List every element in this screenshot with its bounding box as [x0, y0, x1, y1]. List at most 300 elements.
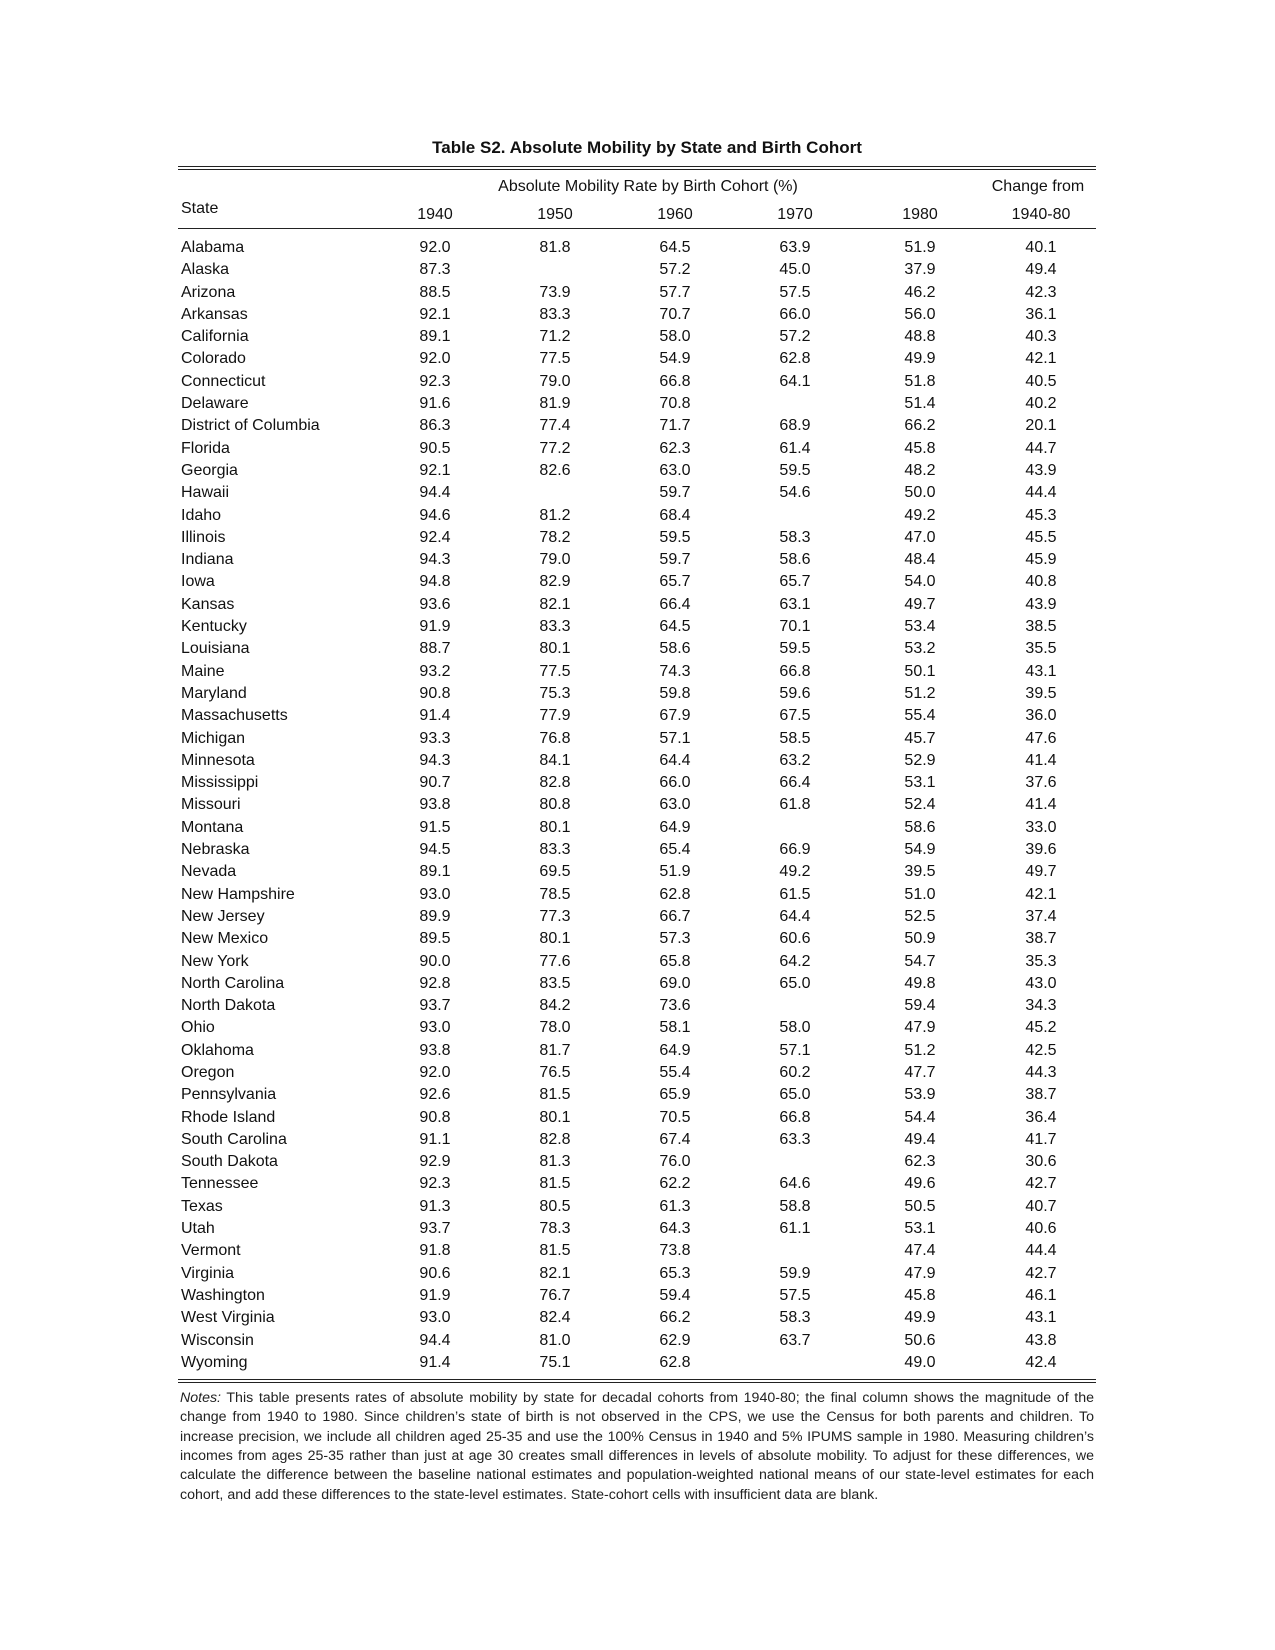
table-row: [178, 683, 1096, 705]
value-1970: 66.8: [779, 662, 811, 680]
value-1950: 81.7: [539, 1041, 571, 1059]
table-row: [178, 282, 1096, 304]
table-row: [178, 1084, 1096, 1106]
state-cell: New Mexico: [181, 930, 269, 948]
value-1950: 83.3: [539, 305, 571, 323]
value-1940: 92.0: [419, 239, 451, 256]
state-cell: Minnesota: [181, 751, 255, 769]
value-1970: 54.6: [779, 484, 811, 502]
state-cell: Utah: [181, 1220, 215, 1238]
value-change: 40.5: [1025, 372, 1057, 390]
value-1980: 53.4: [904, 618, 936, 636]
value-1940: 92.8: [419, 974, 451, 992]
value-1960: 59.4: [659, 1286, 691, 1304]
state-cell: Kentucky: [181, 618, 247, 636]
value-change: 41.7: [1025, 1130, 1057, 1148]
value-1960: 64.9: [659, 818, 691, 836]
value-change: 44.7: [1025, 439, 1057, 457]
value-1970: 65.7: [779, 573, 811, 591]
value-1960: 64.3: [659, 1220, 691, 1238]
value-1970: 63.9: [779, 239, 811, 256]
table-row: [178, 415, 1096, 437]
change-from-header: Change from: [991, 178, 1085, 195]
value-change: 41.4: [1025, 751, 1057, 769]
state-cell: Connecticut: [181, 372, 266, 390]
value-1970: 60.2: [779, 1063, 811, 1081]
table-row: [178, 571, 1096, 593]
value-1940: 92.9: [419, 1153, 451, 1171]
header-1950: 1950: [537, 206, 573, 223]
table-row: [178, 393, 1096, 415]
table-row: [178, 772, 1096, 794]
value-1950: 78.2: [539, 528, 571, 546]
value-1960: 68.4: [659, 506, 691, 524]
state-cell: Hawaii: [181, 484, 230, 502]
value-1970: 59.5: [779, 461, 811, 479]
value-1960: 66.0: [659, 774, 691, 792]
value-1960: 55.4: [659, 1063, 691, 1081]
table-row: [178, 1151, 1096, 1173]
table-row: [178, 839, 1096, 861]
value-1950: 81.5: [539, 1242, 571, 1260]
value-1950: 69.5: [539, 863, 571, 881]
value-1960: 73.8: [659, 1242, 691, 1260]
header-rule: [178, 228, 1096, 229]
state-cell: Oklahoma: [181, 1041, 254, 1059]
table-row: [178, 594, 1096, 616]
state-cell: Alabama: [181, 239, 245, 256]
value-change: 40.2: [1025, 395, 1057, 413]
table-body: [178, 237, 1096, 1374]
document-page: [178, 136, 1096, 1505]
table-row: [178, 1017, 1096, 1039]
value-1940: 94.4: [419, 484, 451, 502]
state-cell: Texas: [181, 1197, 223, 1215]
value-1970: 67.5: [779, 707, 811, 725]
value-1950: 81.5: [539, 1086, 571, 1104]
table-row: [178, 527, 1096, 549]
value-change: 47.6: [1025, 729, 1057, 747]
value-change: 43.8: [1025, 1331, 1057, 1349]
value-1960: 70.8: [659, 395, 691, 413]
value-1940: 87.3: [419, 261, 451, 279]
value-1970: 57.1: [779, 1041, 811, 1059]
table-row: [178, 237, 1096, 259]
value-change: 42.7: [1025, 1264, 1057, 1282]
bottom-double-rule: [178, 1379, 1096, 1383]
value-1980: 53.1: [904, 1220, 936, 1238]
value-change: 39.6: [1025, 841, 1057, 859]
value-change: 40.6: [1025, 1220, 1057, 1238]
value-1970: 63.3: [779, 1130, 811, 1148]
value-1960: 57.3: [659, 930, 691, 948]
value-change: 44.4: [1025, 1242, 1057, 1260]
value-1950: 82.6: [539, 461, 571, 479]
value-1980: 54.4: [904, 1108, 936, 1126]
value-1940: 92.1: [419, 461, 451, 479]
value-1950: 81.8: [539, 239, 571, 256]
state-cell: Oregon: [181, 1063, 235, 1081]
value-1980: 51.9: [904, 239, 936, 256]
value-1960: 63.0: [659, 796, 691, 814]
state-cell: Mississippi: [181, 774, 259, 792]
value-1950: 77.3: [539, 907, 571, 925]
value-1970: 58.3: [779, 528, 811, 546]
state-cell: Indiana: [181, 551, 234, 569]
value-1950: 76.8: [539, 729, 571, 747]
state-cell: Kansas: [181, 595, 235, 613]
value-change: 43.1: [1025, 1309, 1057, 1327]
value-1970: 45.0: [779, 261, 811, 279]
value-1960: 71.7: [659, 417, 691, 435]
value-1980: 52.9: [904, 751, 936, 769]
value-1940: 89.1: [419, 863, 451, 881]
value-1950: 71.2: [539, 328, 571, 346]
value-1940: 89.5: [419, 930, 451, 948]
value-1950: 84.1: [539, 751, 571, 769]
state-cell: Illinois: [181, 528, 226, 546]
state-cell: North Dakota: [181, 997, 276, 1015]
value-1980: 49.8: [904, 974, 936, 992]
value-1970: 63.1: [779, 595, 811, 613]
value-1940: 91.9: [419, 1286, 451, 1304]
value-1980: 48.8: [904, 328, 936, 346]
value-1950: 77.6: [539, 952, 571, 970]
value-1980: 49.2: [904, 506, 936, 524]
table-row: [178, 661, 1096, 683]
value-1970: 66.4: [779, 774, 811, 792]
table-row: [178, 728, 1096, 750]
value-1950: 76.5: [539, 1063, 571, 1081]
value-1960: 66.2: [659, 1309, 691, 1327]
value-1960: 58.6: [659, 640, 691, 658]
value-1940: 91.9: [419, 618, 451, 636]
value-1940: 94.8: [419, 573, 451, 591]
value-change: 43.9: [1025, 461, 1057, 479]
value-1960: 70.7: [659, 305, 691, 323]
state-cell: Idaho: [181, 506, 222, 524]
value-1980: 45.7: [904, 729, 936, 747]
value-1960: 70.5: [659, 1108, 691, 1126]
value-change: 45.2: [1025, 1019, 1057, 1037]
value-1960: 58.0: [659, 328, 691, 346]
value-1970: 64.1: [779, 372, 811, 390]
table-row: [178, 951, 1096, 973]
state-cell: Georgia: [181, 461, 238, 479]
state-cell: Massachusetts: [181, 707, 288, 725]
value-1960: 67.9: [659, 707, 691, 725]
value-1940: 93.8: [419, 796, 451, 814]
value-change: 42.7: [1025, 1175, 1057, 1193]
table-row: [178, 973, 1096, 995]
value-1980: 50.5: [904, 1197, 936, 1215]
value-1940: 91.4: [419, 707, 451, 725]
value-1970: 61.8: [779, 796, 811, 814]
value-1970: 62.8: [779, 350, 811, 368]
value-1980: 58.6: [904, 818, 936, 836]
value-1980: 54.7: [904, 952, 936, 970]
value-1940: 86.3: [419, 417, 451, 435]
value-1950: 83.3: [539, 841, 571, 859]
value-1980: 50.6: [904, 1331, 936, 1349]
value-1940: 92.0: [419, 350, 451, 368]
value-1950: 82.9: [539, 573, 571, 591]
value-1980: 56.0: [904, 305, 936, 323]
value-1970: 70.1: [779, 618, 811, 636]
value-1980: 53.1: [904, 774, 936, 792]
value-1950: 81.2: [539, 506, 571, 524]
value-1940: 90.6: [419, 1264, 451, 1282]
value-1970: 66.9: [779, 841, 811, 859]
value-1950: 83.5: [539, 974, 571, 992]
value-change: 45.3: [1025, 506, 1057, 524]
value-1940: 94.3: [419, 751, 451, 769]
value-1940: 92.3: [419, 1175, 451, 1193]
value-1980: 62.3: [904, 1153, 936, 1171]
value-1940: 91.6: [419, 395, 451, 413]
value-1980: 54.9: [904, 841, 936, 859]
table-row: [178, 1040, 1096, 1062]
value-1950: 82.4: [539, 1309, 571, 1327]
value-change: 44.4: [1025, 484, 1057, 502]
header-1970: 1970: [777, 206, 813, 223]
value-change: 30.6: [1025, 1153, 1057, 1171]
value-1950: 81.0: [539, 1331, 571, 1349]
value-1980: 54.0: [904, 573, 936, 591]
value-1950: 78.5: [539, 885, 571, 903]
state-cell: Wyoming: [181, 1353, 248, 1371]
value-1960: 64.9: [659, 1041, 691, 1059]
value-1940: 88.7: [419, 640, 451, 658]
value-1970: 57.5: [779, 283, 811, 301]
table-row: [178, 1196, 1096, 1218]
value-1960: 58.1: [659, 1019, 691, 1037]
value-1960: 73.6: [659, 997, 691, 1015]
header-change-range: 1940-80: [1011, 206, 1071, 223]
value-1960: 66.7: [659, 907, 691, 925]
state-cell: Vermont: [181, 1242, 241, 1260]
state-cell: Montana: [181, 818, 244, 836]
value-1980: 37.9: [904, 261, 936, 279]
value-1960: 76.0: [659, 1153, 691, 1171]
state-cell: Michigan: [181, 729, 246, 747]
value-1970: 58.5: [779, 729, 811, 747]
state-cell: Alaska: [181, 261, 230, 279]
value-1940: 92.3: [419, 372, 451, 390]
state-cell: Florida: [181, 439, 230, 457]
cohort-span-header: Absolute Mobility Rate by Birth Cohort (%): [498, 178, 798, 195]
value-1970: 64.2: [779, 952, 811, 970]
state-cell: North Carolina: [181, 974, 285, 992]
value-1980: 51.8: [904, 372, 936, 390]
value-1950: 77.9: [539, 707, 571, 725]
value-change: 38.5: [1025, 618, 1057, 636]
table-row: [178, 705, 1096, 727]
value-change: 38.7: [1025, 930, 1057, 948]
value-1970: 60.6: [779, 930, 811, 948]
table-row: [178, 1330, 1096, 1352]
value-change: 34.3: [1025, 997, 1057, 1015]
table-row: [178, 460, 1096, 482]
value-1940: 93.7: [419, 1220, 451, 1238]
table-row: [178, 1107, 1096, 1129]
state-header: State: [181, 200, 219, 217]
value-1980: 50.1: [904, 662, 936, 680]
value-change: 38.7: [1025, 1086, 1057, 1104]
table-row: [178, 438, 1096, 460]
value-1960: 62.8: [659, 1353, 691, 1371]
value-1940: 92.6: [419, 1086, 451, 1104]
value-1940: 89.1: [419, 328, 451, 346]
value-1940: 93.0: [419, 1019, 451, 1037]
state-cell: Rhode Island: [181, 1108, 276, 1126]
state-cell: Arizona: [181, 283, 236, 301]
value-1960: 59.5: [659, 528, 691, 546]
state-cell: Louisiana: [181, 640, 250, 658]
value-1950: 82.8: [539, 1130, 571, 1148]
header-row-2: [178, 202, 1096, 228]
value-1970: 58.8: [779, 1197, 811, 1215]
table-row: [178, 906, 1096, 928]
value-change: 46.1: [1025, 1286, 1057, 1304]
table-row: [178, 817, 1096, 839]
value-change: 45.5: [1025, 528, 1057, 546]
value-1980: 51.2: [904, 684, 936, 702]
value-1970: 58.3: [779, 1309, 811, 1327]
value-change: 42.1: [1025, 885, 1057, 903]
value-1980: 49.9: [904, 1309, 936, 1327]
value-change: 37.6: [1025, 774, 1057, 792]
table-row: [178, 794, 1096, 816]
value-1950: 76.7: [539, 1286, 571, 1304]
value-change: 40.8: [1025, 573, 1057, 591]
table-row: [178, 616, 1096, 638]
table-row: [178, 1129, 1096, 1151]
value-1960: 65.9: [659, 1086, 691, 1104]
header-1960: 1960: [657, 206, 693, 223]
value-change: 43.9: [1025, 595, 1057, 613]
value-1940: 92.4: [419, 528, 451, 546]
value-1940: 93.0: [419, 885, 451, 903]
table-row: [178, 928, 1096, 950]
state-cell: Wisconsin: [181, 1331, 254, 1349]
state-cell: District of Columbia: [181, 417, 320, 435]
value-1970: 65.0: [779, 974, 811, 992]
state-cell: South Carolina: [181, 1130, 287, 1148]
value-1950: 78.0: [539, 1019, 571, 1037]
state-cell: California: [181, 328, 249, 346]
value-1970: 65.0: [779, 1086, 811, 1104]
value-1940: 92.1: [419, 305, 451, 323]
value-1940: 90.7: [419, 774, 451, 792]
value-1970: 64.6: [779, 1175, 811, 1193]
value-1950: 83.3: [539, 618, 571, 636]
value-1950: 80.1: [539, 1108, 571, 1126]
value-1940: 94.5: [419, 841, 451, 859]
value-1960: 51.9: [659, 863, 691, 881]
value-1980: 49.9: [904, 350, 936, 368]
value-change: 35.5: [1025, 640, 1057, 658]
table-row: [178, 1352, 1096, 1374]
value-1960: 57.2: [659, 261, 691, 279]
table-row: [178, 1062, 1096, 1084]
state-cell: Maine: [181, 662, 225, 680]
state-cell: Iowa: [181, 573, 215, 591]
value-change: 36.4: [1025, 1108, 1057, 1126]
value-1960: 62.2: [659, 1175, 691, 1193]
state-cell: South Dakota: [181, 1153, 278, 1171]
value-1950: 77.5: [539, 662, 571, 680]
value-1940: 93.2: [419, 662, 451, 680]
table-row: [178, 1263, 1096, 1285]
state-cell: West Virginia: [181, 1309, 275, 1327]
state-cell: Delaware: [181, 395, 249, 413]
state-cell: Washington: [181, 1286, 265, 1304]
state-cell: Nebraska: [181, 841, 250, 859]
value-1940: 93.8: [419, 1041, 451, 1059]
value-1940: 91.5: [419, 818, 451, 836]
table-row: [178, 371, 1096, 393]
value-1960: 54.9: [659, 350, 691, 368]
value-change: 35.3: [1025, 952, 1057, 970]
table-row: [178, 549, 1096, 571]
value-1940: 91.3: [419, 1197, 451, 1215]
value-1940: 94.6: [419, 506, 451, 524]
value-1970: 59.9: [779, 1264, 811, 1282]
value-1950: 77.2: [539, 439, 571, 457]
value-1980: 46.2: [904, 283, 936, 301]
value-1940: 93.3: [419, 729, 451, 747]
value-1980: 45.8: [904, 1286, 936, 1304]
value-1960: 64.5: [659, 618, 691, 636]
value-1940: 93.6: [419, 595, 451, 613]
value-1970: 66.0: [779, 305, 811, 323]
table-notes: [178, 1389, 1096, 1505]
value-1960: 57.1: [659, 729, 691, 747]
value-change: 41.4: [1025, 796, 1057, 814]
value-1960: 62.8: [659, 885, 691, 903]
value-1980: 39.5: [904, 863, 936, 881]
notes-text: This table presents rates of absolute mobility by state for decadal cohorts from 1940-80; the final column shows the magnitude of the change from 1940 to 1980. Since children’s state of birth is not observed in the CPS, we use the Census for both parents and children. To increase precision, we include all children aged 25-35 and use the 100% Census in 1940 and 5% IPUMS sample in 1980. Measuring children’s incomes from ages 25-35 rather than just at age 30 creates small differences in levels of absolute mobility. To adjust for these differences, we calculate the difference between the baseline national estimates and population-weighted national means of our state-level estimates for each cohort, and add these differences to the state-level estimates. State-cohort cells with insufficient data are blank.: [180, 1390, 1094, 1503]
value-change: 44.3: [1025, 1063, 1057, 1081]
value-1950: 75.3: [539, 684, 571, 702]
value-1960: 66.8: [659, 372, 691, 390]
value-1960: 59.8: [659, 684, 691, 702]
value-1980: 47.9: [904, 1019, 936, 1037]
value-change: 42.4: [1025, 1353, 1057, 1371]
value-change: 43.0: [1025, 974, 1057, 992]
value-1970: 66.8: [779, 1108, 811, 1126]
value-1960: 57.7: [659, 283, 691, 301]
table-row: [178, 505, 1096, 527]
value-1980: 50.0: [904, 484, 936, 502]
value-1940: 88.5: [419, 283, 451, 301]
top-double-rule: [178, 166, 1096, 170]
value-1940: 90.0: [419, 952, 451, 970]
value-1980: 53.9: [904, 1086, 936, 1104]
value-1940: 91.8: [419, 1242, 451, 1260]
state-cell: Pennsylvania: [181, 1086, 277, 1104]
table-row: [178, 750, 1096, 772]
value-change: 40.1: [1025, 239, 1057, 256]
value-1960: 62.3: [659, 439, 691, 457]
value-change: 36.1: [1025, 305, 1057, 323]
value-1960: 69.0: [659, 974, 691, 992]
value-change: 42.3: [1025, 283, 1057, 301]
value-1980: 47.7: [904, 1063, 936, 1081]
state-cell: Arkansas: [181, 305, 248, 323]
value-1980: 52.4: [904, 796, 936, 814]
